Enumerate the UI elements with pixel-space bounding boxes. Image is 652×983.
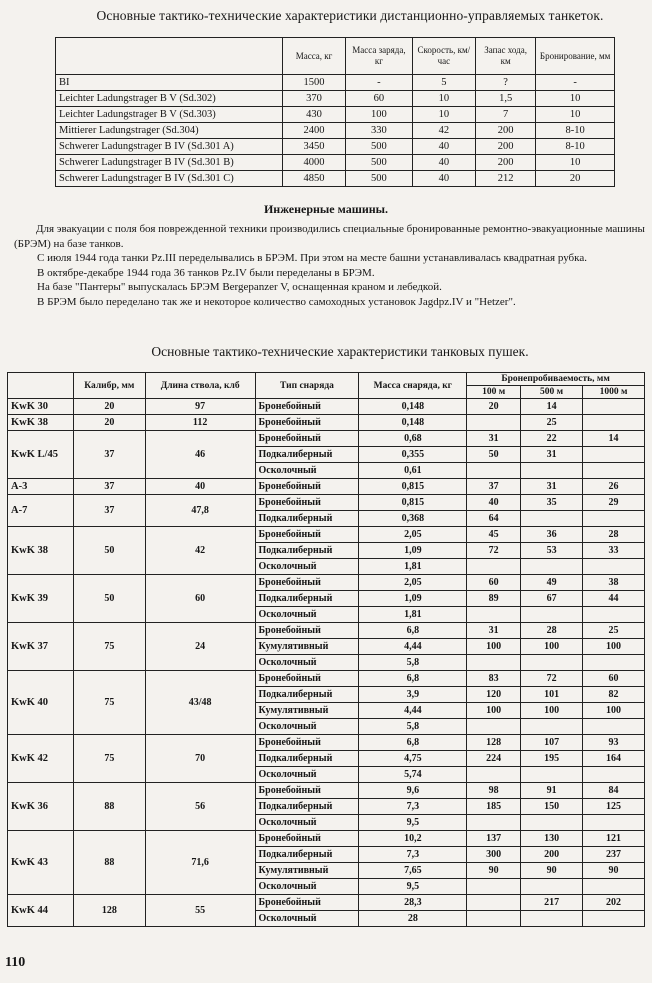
shell-type: Кумулятивный <box>255 639 359 655</box>
table1-cell: Leichter Ladungstrager B V (Sd.303) <box>56 107 283 123</box>
shell-type: Бронебойный <box>255 783 359 799</box>
table1-header-cell: Бронирование, мм <box>536 38 615 75</box>
pen-1000m: 121 <box>583 831 645 847</box>
pen-100m: 137 <box>467 831 521 847</box>
pen-500m: 130 <box>521 831 583 847</box>
gun-barrel: 40 <box>145 479 255 495</box>
shell-mass: 3,9 <box>359 687 467 703</box>
pen-500m <box>521 463 583 479</box>
shell-type: Бронебойный <box>255 735 359 751</box>
gun-row <box>8 527 645 543</box>
pen-1000m: 25 <box>583 623 645 639</box>
pen-500m <box>521 559 583 575</box>
pen-1000m: 33 <box>583 543 645 559</box>
shell-mass: 6,8 <box>359 671 467 687</box>
table1-cell: Schwerer Ladungstrager B IV (Sd.301 C) <box>56 171 283 187</box>
table1-cell: 10 <box>536 155 615 171</box>
pen-1000m <box>583 879 645 895</box>
pen-100m: 37 <box>467 479 521 495</box>
pen-500m: 53 <box>521 543 583 559</box>
gun-caliber: 128 <box>73 895 145 927</box>
tankettes-table <box>55 37 615 187</box>
paragraph: В октябре-декабре 1944 года 36 танков Pz.IV были переделаны в БРЭМ. <box>37 266 375 279</box>
gun-barrel: 42 <box>145 527 255 575</box>
pen-500m: 107 <box>521 735 583 751</box>
gun-barrel: 56 <box>145 783 255 831</box>
gun-caliber: 75 <box>73 671 145 735</box>
page-title-tankettes: Основные тактико-технические характеристики дистанционно-управляемых танкеток. <box>96 8 604 23</box>
pen-100m: 45 <box>467 527 521 543</box>
pen-1000m <box>583 399 645 415</box>
shell-mass: 2,05 <box>359 575 467 591</box>
pen-500m: 91 <box>521 783 583 799</box>
shell-mass: 7,65 <box>359 863 467 879</box>
shell-mass: 10,2 <box>359 831 467 847</box>
header-shell-mass: Масса снаряда, кг <box>359 373 467 399</box>
shell-mass: 2,05 <box>359 527 467 543</box>
shell-type: Осколочный <box>255 719 359 735</box>
gun-name: KwK 36 <box>8 783 74 831</box>
shell-type: Бронебойный <box>255 575 359 591</box>
table1-header-cell: Запас хода, км <box>476 38 536 75</box>
table1-cell: Schwerer Ladungstrager B IV (Sd.301 B) <box>56 155 283 171</box>
header-100m: 100 м <box>467 386 521 399</box>
gun-row <box>8 895 645 911</box>
table1-cell: Schwerer Ladungstrager B IV (Sd.301 A) <box>56 139 283 155</box>
pen-1000m: 164 <box>583 751 645 767</box>
pen-500m: 200 <box>521 847 583 863</box>
shell-type: Осколочный <box>255 655 359 671</box>
table1-cell: 40 <box>412 171 475 187</box>
shell-mass: 0,148 <box>359 415 467 431</box>
table1-cell: 200 <box>476 155 536 171</box>
pen-1000m: 14 <box>583 431 645 447</box>
pen-1000m: 82 <box>583 687 645 703</box>
pen-100m <box>467 655 521 671</box>
table1-row <box>56 171 615 187</box>
table1-cell: 200 <box>476 123 536 139</box>
gun-caliber: 50 <box>73 527 145 575</box>
gun-barrel: 43/48 <box>145 671 255 735</box>
pen-1000m <box>583 719 645 735</box>
pen-500m: 90 <box>521 863 583 879</box>
gun-name: KwK 43 <box>8 831 74 895</box>
gun-barrel: 60 <box>145 575 255 623</box>
table1-cell: 40 <box>412 155 475 171</box>
gun-barrel: 70 <box>145 735 255 783</box>
gun-barrel: 24 <box>145 623 255 671</box>
table1-cell: 330 <box>346 123 412 139</box>
table1-cell: 7 <box>476 107 536 123</box>
pen-500m <box>521 815 583 831</box>
shell-mass: 6,8 <box>359 735 467 751</box>
table1-cell: 4850 <box>282 171 345 187</box>
gun-row <box>8 479 645 495</box>
pen-1000m: 93 <box>583 735 645 751</box>
gun-caliber: 50 <box>73 575 145 623</box>
gun-name: KwK 44 <box>8 895 74 927</box>
pen-100m: 98 <box>467 783 521 799</box>
pen-500m: 100 <box>521 703 583 719</box>
table1-row <box>56 75 615 91</box>
table1-cell: - <box>346 75 412 91</box>
pen-500m: 25 <box>521 415 583 431</box>
shell-mass: 0,68 <box>359 431 467 447</box>
table1-cell: 10 <box>536 91 615 107</box>
pen-1000m <box>583 911 645 927</box>
shell-mass: 7,3 <box>359 847 467 863</box>
table1-cell: 370 <box>282 91 345 107</box>
table1-cell: - <box>536 75 615 91</box>
pen-500m <box>521 911 583 927</box>
paragraph: С июля 1944 года танки Pz.III переделывались в БРЭМ. При этом на месте башни устанавливалась квадратная рубка. <box>37 252 587 264</box>
pen-500m: 101 <box>521 687 583 703</box>
shell-mass: 1,09 <box>359 591 467 607</box>
pen-1000m <box>583 463 645 479</box>
pen-500m <box>521 879 583 895</box>
table1-cell: Mittierer Ladungstrager (Sd.304) <box>56 123 283 139</box>
table1-header-cell: Масса, кг <box>282 38 345 75</box>
pen-1000m <box>583 815 645 831</box>
shell-type: Бронебойный <box>255 671 359 687</box>
shell-type: Подкалиберный <box>255 687 359 703</box>
pen-500m: 100 <box>521 639 583 655</box>
pen-100m <box>467 607 521 623</box>
shell-mass: 4,44 <box>359 703 467 719</box>
shell-mass: 1,81 <box>359 607 467 623</box>
gun-caliber: 37 <box>73 479 145 495</box>
gun-row <box>8 399 645 415</box>
shell-mass: 5,74 <box>359 767 467 783</box>
engineering-text <box>14 222 652 309</box>
header-1000m: 1000 м <box>583 386 645 399</box>
gun-caliber: 88 <box>73 783 145 831</box>
pen-500m: 36 <box>521 527 583 543</box>
table1-cell: 40 <box>412 139 475 155</box>
shell-mass: 9,5 <box>359 879 467 895</box>
pen-100m <box>467 815 521 831</box>
shell-type: Подкалиберный <box>255 799 359 815</box>
shell-mass: 7,3 <box>359 799 467 815</box>
pen-1000m: 125 <box>583 799 645 815</box>
gun-name: KwK 38 <box>8 527 74 575</box>
table1-cell: 4000 <box>282 155 345 171</box>
shell-type: Бронебойный <box>255 495 359 511</box>
tank-guns-table <box>7 372 645 927</box>
tankettes-table-header <box>56 38 615 75</box>
gun-row <box>8 415 645 431</box>
gun-name: KwK 42 <box>8 735 74 783</box>
table1-cell: 430 <box>282 107 345 123</box>
table1-cell: 212 <box>476 171 536 187</box>
shell-type: Бронебойный <box>255 623 359 639</box>
gun-name: KwK 37 <box>8 623 74 671</box>
shell-type: Осколочный <box>255 559 359 575</box>
shell-type: Кумулятивный <box>255 863 359 879</box>
gun-caliber: 37 <box>73 431 145 479</box>
pen-100m <box>467 559 521 575</box>
pen-500m <box>521 719 583 735</box>
table1-cell: 5 <box>412 75 475 91</box>
shell-mass: 6,8 <box>359 623 467 639</box>
pen-1000m <box>583 415 645 431</box>
shell-type: Бронебойный <box>255 895 359 911</box>
pen-500m: 72 <box>521 671 583 687</box>
header-barrel: Длина ствола, клб <box>145 373 255 399</box>
pen-100m <box>467 879 521 895</box>
shell-type: Бронебойный <box>255 431 359 447</box>
pen-100m: 60 <box>467 575 521 591</box>
shell-type: Подкалиберный <box>255 847 359 863</box>
header-shell-type: Тип снаряда <box>255 373 359 399</box>
pen-1000m <box>583 559 645 575</box>
gun-barrel: 46 <box>145 431 255 479</box>
pen-100m: 224 <box>467 751 521 767</box>
pen-100m <box>467 911 521 927</box>
gun-barrel: 112 <box>145 415 255 431</box>
page-title-guns: Основные тактико-технические характеристики танковых пушек. <box>151 344 529 359</box>
pen-100m: 50 <box>467 447 521 463</box>
gun-row <box>8 783 645 799</box>
pen-100m <box>467 415 521 431</box>
table1-row <box>56 107 615 123</box>
shell-type: Осколочный <box>255 815 359 831</box>
shell-mass: 0,148 <box>359 399 467 415</box>
pen-500m: 35 <box>521 495 583 511</box>
pen-100m: 83 <box>467 671 521 687</box>
pen-500m: 49 <box>521 575 583 591</box>
pen-500m <box>521 511 583 527</box>
gun-caliber: 37 <box>73 495 145 527</box>
pen-500m: 28 <box>521 623 583 639</box>
paragraph: В БРЭМ было переделано так же и некоторое количество самоходных установок Jagdpz.IV и "Hetzer". <box>37 295 516 308</box>
pen-500m: 195 <box>521 751 583 767</box>
table1-header-cell: Скорость, км/час <box>412 38 475 75</box>
shell-type: Подкалиберный <box>255 511 359 527</box>
table1-cell: 1,5 <box>476 91 536 107</box>
pen-500m: 150 <box>521 799 583 815</box>
pen-500m <box>521 655 583 671</box>
table1-cell: 42 <box>412 123 475 139</box>
pen-500m: 14 <box>521 399 583 415</box>
shell-mass: 1,09 <box>359 543 467 559</box>
pen-100m <box>467 895 521 911</box>
pen-1000m <box>583 767 645 783</box>
pen-100m: 31 <box>467 431 521 447</box>
shell-type: Бронебойный <box>255 399 359 415</box>
pen-1000m: 60 <box>583 671 645 687</box>
pen-100m <box>467 719 521 735</box>
gun-name: KwK 38 <box>8 415 74 431</box>
table1-row <box>56 91 615 107</box>
shell-mass: 1,81 <box>359 559 467 575</box>
table1-cell: 10 <box>536 107 615 123</box>
table1-cell: ? <box>476 75 536 91</box>
section-heading: Инженерные машины. <box>263 202 389 216</box>
gun-row <box>8 431 645 447</box>
table1-cell: 8-10 <box>536 139 615 155</box>
table1-cell: Leichter Ladungstrager B V (Sd.302) <box>56 91 283 107</box>
pen-1000m: 202 <box>583 895 645 911</box>
pen-1000m <box>583 655 645 671</box>
table1-header-cell <box>56 38 283 75</box>
pen-500m: 31 <box>521 447 583 463</box>
paragraph: На базе "Пантеры" выпускалась БРЭМ Bergepanzer V, оснащенная краном и лебедкой. <box>37 281 442 293</box>
shell-type: Подкалиберный <box>255 591 359 607</box>
pen-100m: 100 <box>467 703 521 719</box>
table1-cell: 3450 <box>282 139 345 155</box>
shell-type: Подкалиберный <box>255 543 359 559</box>
shell-type: Осколочный <box>255 607 359 623</box>
gun-barrel: 97 <box>145 399 255 415</box>
shell-type: Бронебойный <box>255 415 359 431</box>
table1-cell: 10 <box>412 91 475 107</box>
pen-100m: 64 <box>467 511 521 527</box>
shell-mass: 4,44 <box>359 639 467 655</box>
table1-header-cell: Масса заряда, кг <box>346 38 412 75</box>
shell-mass: 0,815 <box>359 495 467 511</box>
gun-caliber: 88 <box>73 831 145 895</box>
table1-cell: 60 <box>346 91 412 107</box>
paragraph: Для эвакуации с поля боя поврежденной техники производились специальные бронированные ремонтно-эвакуационные машины (БРЭМ) на базе танков. <box>14 223 645 250</box>
gun-caliber: 75 <box>73 623 145 671</box>
pen-100m <box>467 463 521 479</box>
gun-barrel: 55 <box>145 895 255 927</box>
shell-mass: 28 <box>359 911 467 927</box>
header-caliber: Калибр, мм <box>73 373 145 399</box>
gun-row <box>8 623 645 639</box>
header-500m: 500 м <box>521 386 583 399</box>
gun-barrel: 47,8 <box>145 495 255 527</box>
shell-type: Осколочный <box>255 911 359 927</box>
shell-type: Осколочный <box>255 879 359 895</box>
pen-100m: 185 <box>467 799 521 815</box>
pen-1000m <box>583 607 645 623</box>
gun-name: A-7 <box>8 495 74 527</box>
pen-100m: 89 <box>467 591 521 607</box>
pen-500m: 67 <box>521 591 583 607</box>
gun-row <box>8 575 645 591</box>
gun-name: KwK L/45 <box>8 431 74 479</box>
shell-mass: 0,815 <box>359 479 467 495</box>
table1-cell: 100 <box>346 107 412 123</box>
shell-mass: 28,3 <box>359 895 467 911</box>
shell-type: Кумулятивный <box>255 703 359 719</box>
pen-100m: 300 <box>467 847 521 863</box>
pen-1000m: 84 <box>583 783 645 799</box>
shell-type: Бронебойный <box>255 831 359 847</box>
gun-row <box>8 495 645 511</box>
table1-cell: 20 <box>536 171 615 187</box>
gun-row <box>8 831 645 847</box>
shell-mass: 4,75 <box>359 751 467 767</box>
pen-100m: 20 <box>467 399 521 415</box>
shell-type: Бронебойный <box>255 527 359 543</box>
pen-100m: 128 <box>467 735 521 751</box>
page-number: 110 <box>5 955 26 970</box>
gun-name: KwK 40 <box>8 671 74 735</box>
tankettes-table-body <box>56 75 615 187</box>
gun-barrel: 71,6 <box>145 831 255 895</box>
pen-100m: 90 <box>467 863 521 879</box>
pen-1000m: 90 <box>583 863 645 879</box>
header-penetration: Бронепробиваемость, мм <box>467 373 645 386</box>
pen-1000m <box>583 511 645 527</box>
gun-name: KwK 39 <box>8 575 74 623</box>
gun-row <box>8 735 645 751</box>
header-name-blank <box>8 373 74 399</box>
shell-mass: 5,8 <box>359 719 467 735</box>
shell-mass: 9,6 <box>359 783 467 799</box>
pen-500m: 31 <box>521 479 583 495</box>
pen-1000m: 29 <box>583 495 645 511</box>
shell-mass: 5,8 <box>359 655 467 671</box>
table1-cell: 500 <box>346 139 412 155</box>
shell-type: Подкалиберный <box>255 751 359 767</box>
shell-type: Бронебойный <box>255 479 359 495</box>
shell-type: Осколочный <box>255 767 359 783</box>
gun-caliber: 20 <box>73 399 145 415</box>
table1-cell: BI <box>56 75 283 91</box>
gun-caliber: 20 <box>73 415 145 431</box>
table1-row <box>56 155 615 171</box>
gun-name: KwK 30 <box>8 399 74 415</box>
table1-cell: 500 <box>346 171 412 187</box>
shell-mass: 0,368 <box>359 511 467 527</box>
pen-100m: 120 <box>467 687 521 703</box>
table1-cell: 2400 <box>282 123 345 139</box>
tank-guns-table-body <box>8 399 645 927</box>
pen-1000m: 237 <box>583 847 645 863</box>
pen-100m <box>467 767 521 783</box>
pen-500m <box>521 767 583 783</box>
table1-cell: 500 <box>346 155 412 171</box>
pen-100m: 40 <box>467 495 521 511</box>
gun-caliber: 75 <box>73 735 145 783</box>
pen-1000m: 28 <box>583 527 645 543</box>
gun-row <box>8 671 645 687</box>
table1-cell: 8-10 <box>536 123 615 139</box>
gun-name: A-3 <box>8 479 74 495</box>
table1-cell: 10 <box>412 107 475 123</box>
pen-500m: 22 <box>521 431 583 447</box>
shell-type: Осколочный <box>255 463 359 479</box>
pen-1000m: 38 <box>583 575 645 591</box>
pen-100m: 31 <box>467 623 521 639</box>
pen-100m: 100 <box>467 639 521 655</box>
shell-type: Подкалиберный <box>255 447 359 463</box>
table1-row <box>56 123 615 139</box>
pen-500m: 217 <box>521 895 583 911</box>
table1-cell: 200 <box>476 139 536 155</box>
pen-1000m: 100 <box>583 639 645 655</box>
pen-500m <box>521 607 583 623</box>
table1-cell: 1500 <box>282 75 345 91</box>
table1-row <box>56 139 615 155</box>
shell-mass: 0,61 <box>359 463 467 479</box>
pen-1000m: 100 <box>583 703 645 719</box>
pen-100m: 72 <box>467 543 521 559</box>
pen-1000m <box>583 447 645 463</box>
pen-1000m: 26 <box>583 479 645 495</box>
shell-mass: 9,5 <box>359 815 467 831</box>
shell-mass: 0,355 <box>359 447 467 463</box>
pen-1000m: 44 <box>583 591 645 607</box>
